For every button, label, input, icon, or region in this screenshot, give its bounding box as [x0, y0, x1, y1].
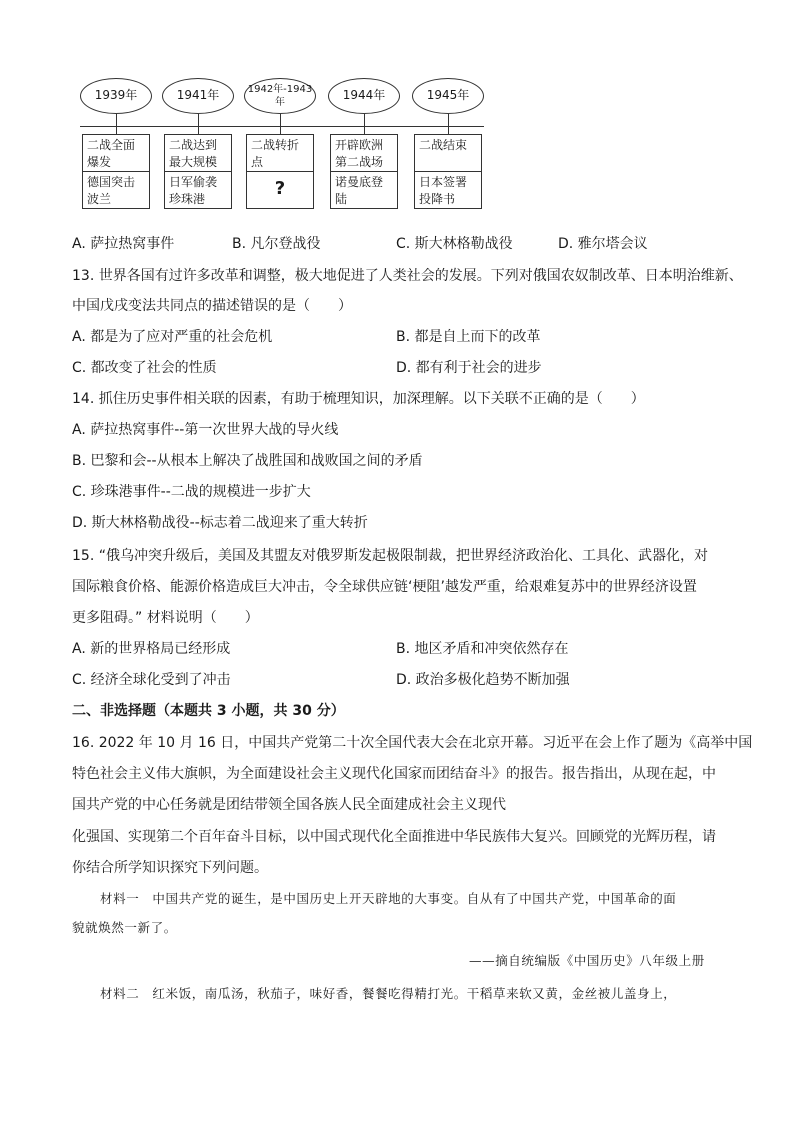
year-oval-1941: 1941年 — [162, 78, 234, 114]
year-oval-1944: 1944年 — [328, 78, 400, 114]
q14-option-d: D. 斯大林格勒战役--标志着二战迎来了重大转折 — [72, 515, 368, 531]
q13-option-d: D. 都有利于社会的进步 — [396, 360, 542, 376]
detail-cell: 日本签署投降书 — [414, 171, 482, 209]
q15-stem: 15. “俄乌冲突升级后，美国及其盟友对俄罗斯发起极限制裁，把世界经济政治化、工具化、武器化，对 — [72, 548, 708, 564]
q13-stem: 中国戊戌变法共同点的描述错误的是（ ） — [72, 298, 352, 314]
q16-text: 你结合所学知识探究下列问题。 — [72, 860, 268, 876]
q14-option-c: C. 珍珠港事件--二战的规模进一步扩大 — [72, 484, 311, 500]
q12-option-a: A. 萨拉热窝事件 — [72, 236, 175, 252]
material-one-text: 材料一 中国共产党的诞生，是中国历史上开天辟地的大事变。自从有了中国共产党，中国革命的面 — [100, 891, 677, 906]
event-cell: 开辟欧洲第二战场 — [330, 134, 398, 172]
event-cell: 二战结束 — [414, 134, 482, 172]
q15-stem: 国际粮食价格、能源价格造成巨大冲击，令全球供应链‘梗阻’越发严重，给艰难复苏中的世界经济设置 — [72, 579, 697, 595]
connector — [364, 114, 365, 134]
q16-text: 国共产党的中心任务就是团结带领全国各族人民全面建成社会主义现代 — [72, 797, 506, 813]
year-oval-1942-1943: 1942年-1943年 — [244, 78, 316, 114]
material-one-text: 貌就焕然一新了。 — [72, 920, 177, 935]
detail-cell: 德国突击波兰 — [82, 171, 150, 209]
connector — [448, 114, 449, 134]
event-cell: 二战转折点 — [246, 134, 314, 172]
q16-text: 化强国、实现第二个百年奋斗目标，以中国式现代化全面推进中华民族伟大复兴。回顾党的光辉历程，请 — [72, 829, 716, 845]
connector — [280, 114, 281, 134]
section-heading: 二、非选择题（本题共 3 小题，共 30 分） — [72, 703, 345, 719]
q16-text: 特色社会主义伟大旗帜，为全面建设社会主义现代化国家而团结奋斗》的报告。报告指出，从现在起，中 — [72, 766, 716, 782]
unknown-event-cell: ? — [246, 171, 314, 209]
year-oval-1939: 1939年 — [80, 78, 152, 114]
detail-cell: 日军偷袭珍珠港 — [164, 171, 232, 209]
q15-option-b: B. 地区矛盾和冲突依然存在 — [396, 641, 569, 657]
q12-option-c: C. 斯大林格勒战役 — [396, 236, 513, 252]
timeline-diagram — [72, 72, 492, 217]
q13-stem: 13. 世界各国有过许多改革和调整，极大地促进了人类社会的发展。下列对俄国农奴制改革、日本明治维新、 — [72, 268, 743, 284]
detail-cell: 诺曼底登陆 — [330, 171, 398, 209]
q13-option-a: A. 都是为了应对严重的社会危机 — [72, 329, 273, 345]
timeline-axis — [80, 126, 484, 127]
q15-option-a: A. 新的世界格局已经形成 — [72, 641, 231, 657]
q12-option-b: B. 凡尔登战役 — [232, 236, 321, 252]
year-oval-1945: 1945年 — [412, 78, 484, 114]
q14-option-a: A. 萨拉热窝事件--第一次世界大战的导火线 — [72, 422, 339, 438]
q14-stem: 14. 抓住历史事件相关联的因素，有助于梳理知识，加深理解。以下关联不正确的是（ ） — [72, 391, 645, 407]
event-cell: 二战达到最大规模 — [164, 134, 232, 172]
q15-stem: 更多阻碍。” 材料说明（ ） — [72, 610, 259, 626]
connector — [198, 114, 199, 134]
q13-option-c: C. 都改变了社会的性质 — [72, 360, 217, 376]
q14-option-b: B. 巴黎和会--从根本上解决了战胜国和战败国之间的矛盾 — [72, 453, 423, 469]
q12-option-d: D. 雅尔塔会议 — [558, 236, 648, 252]
q15-option-d: D. 政治多极化趋势不断加强 — [396, 672, 570, 688]
connector — [116, 114, 117, 134]
event-cell: 二战全面爆发 — [82, 134, 150, 172]
q15-option-c: C. 经济全球化受到了冲击 — [72, 672, 231, 688]
q13-option-b: B. 都是自上而下的改革 — [396, 329, 541, 345]
material-one-source: ——摘自统编版《中国历史》八年级上册 — [469, 953, 705, 968]
q16-text: 16. 2022 年 10 月 16 日，中国共产党第二十次全国代表大会在北京开幕。习近平在会上作了题为《高举中国 — [72, 735, 753, 751]
material-two-text: 材料二 红米饭，南瓜汤，秋茄子，味好香，餐餐吃得精打光。干稻草来软又黄，金丝被儿盖身上， — [100, 986, 677, 1001]
